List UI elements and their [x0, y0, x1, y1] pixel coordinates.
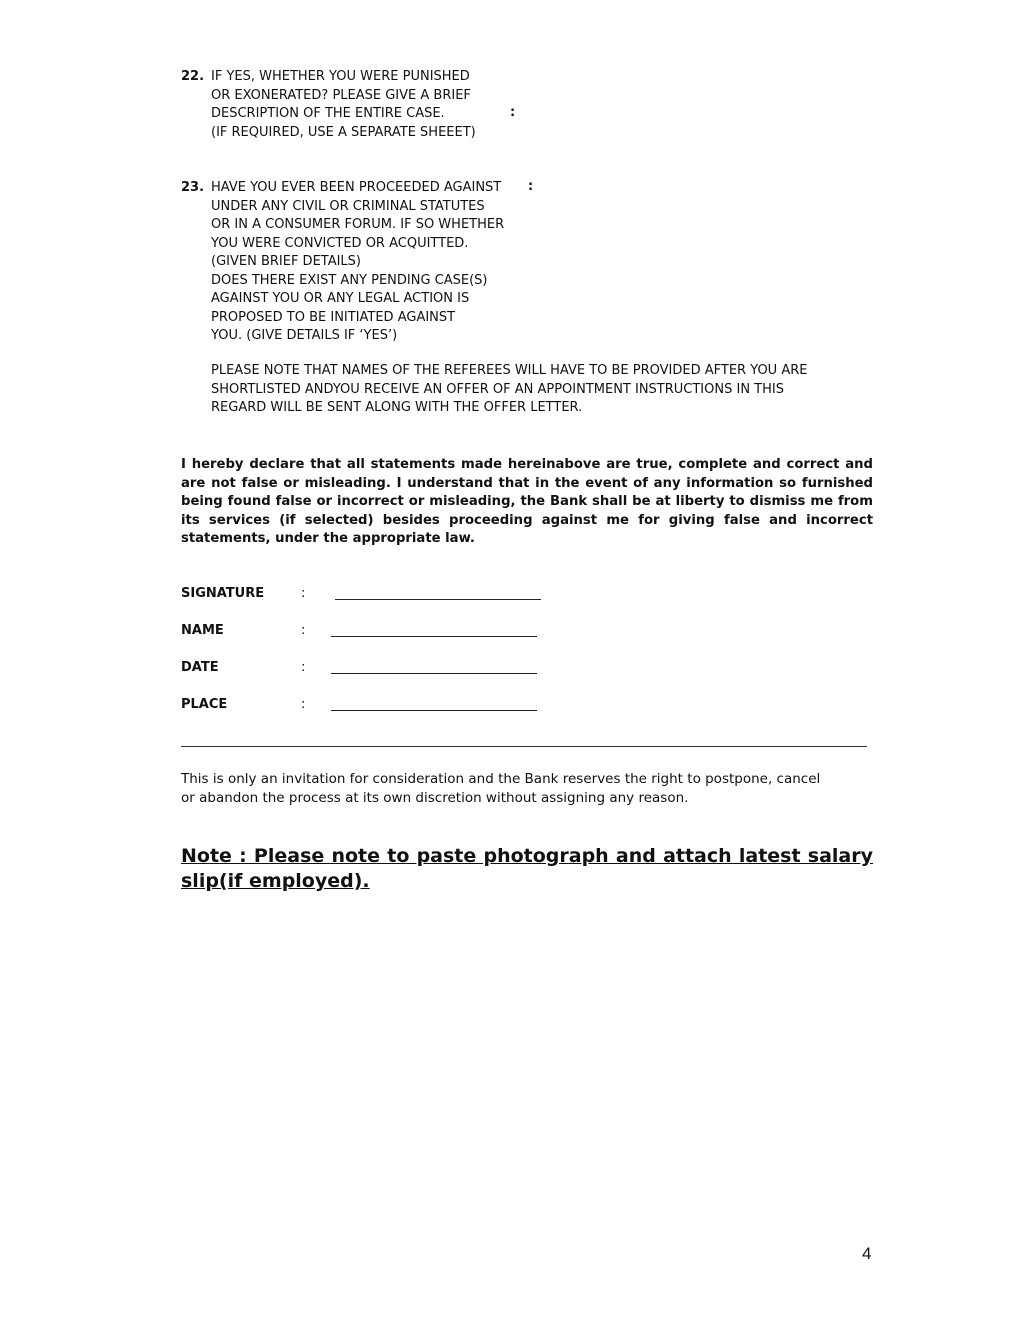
question-line: YOU WERE CONVICTED OR ACQUITTED. [211, 235, 469, 251]
question-number: 22. [181, 69, 205, 84]
disclaimer-line: This is only an invitation for consideration and the Bank reserves the right to postpone, cancel [181, 771, 821, 787]
place-row [181, 697, 581, 717]
question-line: DESCRIPTION OF THE ENTIRE CASE. [211, 106, 445, 121]
field-label: SIGNATURE [181, 586, 265, 601]
question-line: PROPOSED TO BE INITIATED AGAINST [211, 309, 456, 325]
question-line: IF YES, WHETHER YOU WERE PUNISHED [211, 69, 470, 84]
field-label: DATE [181, 660, 219, 675]
field-label: PLACE [181, 697, 228, 712]
question-number: 23. [181, 180, 205, 195]
field-colon: : [301, 586, 306, 601]
field-colon: : [301, 660, 306, 675]
field-colon: : [301, 623, 306, 638]
question-line: YOU. (GIVE DETAILS IF ‘YES’) [211, 328, 398, 343]
declaration-text: I hereby declare that all statements made hereinabove are true, complete and correct and are not false or misleading. I understand that in the event of any information so furnished being found false or incorrect or misleading, the Bank shall be at liberty to dismiss me from its services (if selected) besides proceeding against me for giving false and incorrect statements, under the appropriate law. [181, 457, 873, 547]
name-row [181, 623, 581, 643]
question-text [211, 68, 851, 142]
field-colon: : [301, 697, 306, 712]
question-line: OR IN A CONSUMER FORUM. IF SO WHETHER [211, 217, 505, 232]
question-line: (IF REQUIRED, USE A SEPARATE SHEEET) [211, 124, 476, 140]
question-line: OR EXONERATED? PLEASE GIVE A BRIEF [211, 87, 471, 103]
page-number: 4 [862, 1244, 872, 1263]
field-label: NAME [181, 623, 224, 638]
question-line: HAVE YOU EVER BEEN PROCEEDED AGAINST [211, 180, 502, 195]
note-line: REGARD WILL BE SENT ALONG WITH THE OFFER LETTER. [211, 400, 583, 415]
note-line: PLEASE NOTE THAT NAMES OF THE REFEREES WILL HAVE TO BE PROVIDED AFTER YOU ARE [211, 363, 808, 378]
question-line: (GIVEN BRIEF DETAILS) [211, 254, 362, 269]
question-line: UNDER ANY CIVIL OR CRIMINAL STATUTES [211, 198, 485, 214]
question-text [211, 179, 851, 346]
note-line: SHORTLISTED ANDYOU RECEIVE AN OFFER OF AN APPOINTMENT INSTRUCTIONS IN THIS [211, 381, 784, 397]
answer-colon: : [528, 179, 534, 194]
answer-colon: : [510, 105, 516, 120]
signature-row [181, 586, 581, 606]
signature-field[interactable] [335, 599, 541, 600]
disclaimer-line: or abandon the process at its own discretion without assigning any reason. [181, 789, 689, 806]
question-line: DOES THERE EXIST ANY PENDING CASE(S) [211, 272, 488, 288]
name-field[interactable] [331, 636, 537, 637]
question-line: AGAINST YOU OR ANY LEGAL ACTION IS [211, 291, 470, 306]
date-row [181, 660, 581, 680]
section-divider [181, 746, 867, 747]
date-field[interactable] [331, 673, 537, 674]
disclaimer-text [181, 770, 873, 807]
place-field[interactable] [331, 710, 537, 711]
attachment-note: Note : Please note to paste photograph and attach latest salary slip(if employed). [181, 845, 873, 892]
referees-note [211, 362, 861, 418]
